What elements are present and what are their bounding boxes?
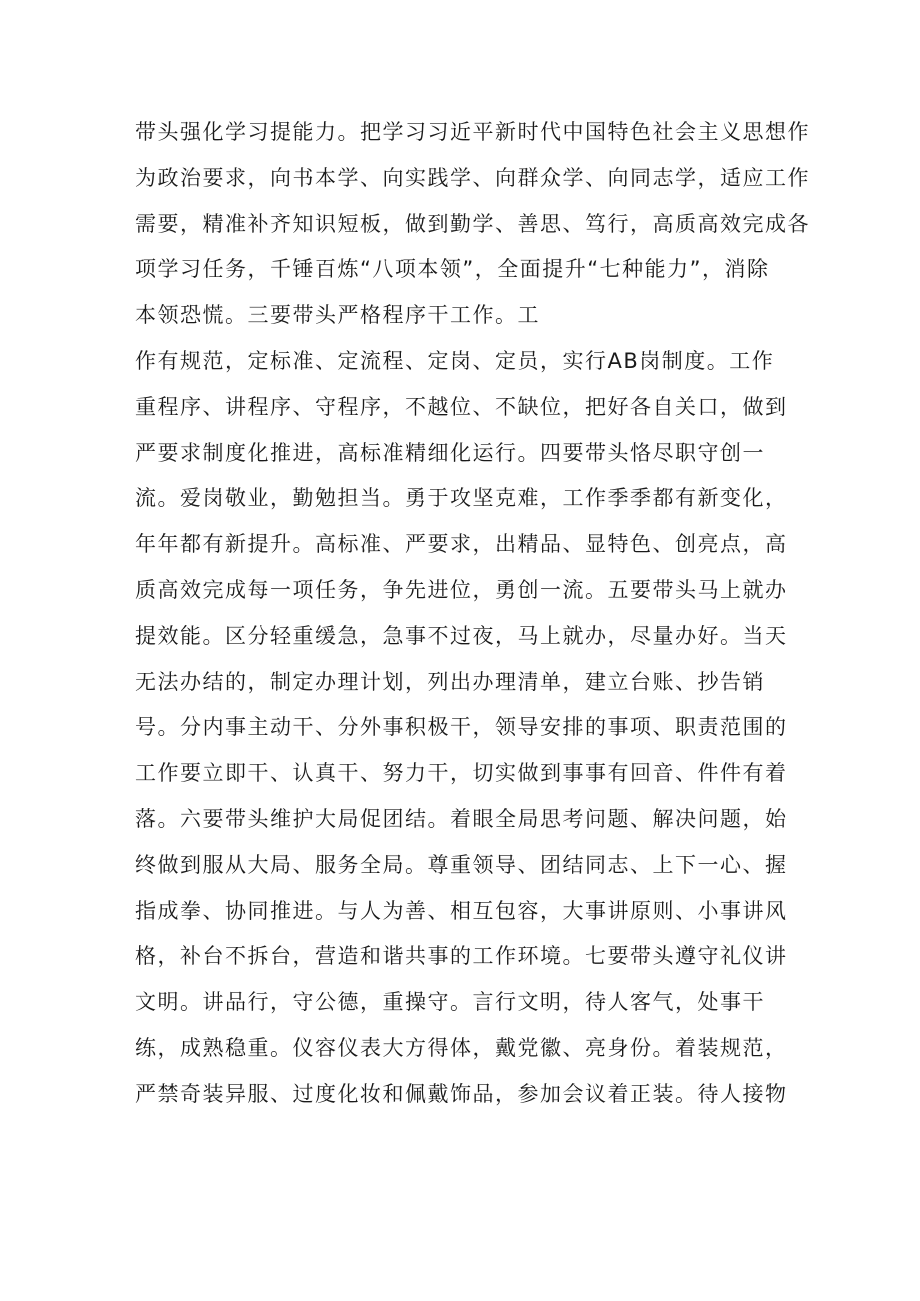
text-line: 严要求制度化推进，高标准精细化运行。四要带头恪尽职守创一 [135,440,765,465]
text-line: 无法办结的，制定办理计划，列出办理清单，建立台账、抄告销 [135,669,765,694]
body-text [135,110,810,1118]
text-line: 文明。讲品行，守公德，重操守。言行文明，待人客气，处事干 [135,990,765,1015]
text-line: 需要，精准补齐知识短板，做到勤学、善思、笃行，高质高效完成各 [135,211,810,236]
text-line: 为政治要求，向书本学、向实践学、向群众学、向同志学，适应工作 [135,165,810,190]
text-line: 提效能。区分轻重缓急，急事不过夜，马上就办，尽量办好。当天 [135,623,788,648]
text-line: 年年都有新提升。高标准、严要求，出精品、显特色、创亮点，高 [135,532,788,557]
text-line: 严禁奇装异服、过度化妆和佩戴饰品，参加会议着正装。待人接物 [135,1081,788,1106]
text-line: 指成拳、协同推进。与人为善、相互包容，大事讲原则、小事讲风 [135,898,788,923]
text-line: 带头强化学习提能力。把学习习近平新时代中国特色社会主义思想作 [135,120,810,144]
text-line: 格，补台不拆台，营造和谐共事的工作环境。七要带头遵守礼仪讲 [135,944,788,969]
text-line: 工作要立即干、认真干、努力干，切实做到事事有回音、件件有着 [135,761,788,786]
text-line: 质高效完成每一项任务，争先进位，勇创一流。五要带头马上就办 [135,577,788,602]
text-line: 重程序、讲程序、守程序，不越位、不缺位，把好各自关口，做到 [135,394,788,419]
text-line: 练，成熟稳重。仪容仪表大方得体，戴党徽、亮身份。着装规范， [135,1035,788,1060]
text-line: 项学习任务，千锤百炼“八项本领”，全面提升“七种能力”，消除 [135,257,770,282]
text-line: 落。六要带头维护大局促团结。着眼全局思考问题、解决问题，始 [135,806,788,831]
text-line: 流。爱岗敬业，勤勉担当。勇于攻坚克难，工作季季都有新变化， [135,486,788,511]
text-line: 本领恐慌。三要带头严格程序干工作。工 [135,303,540,328]
text-line: 终做到服从大局、服务全局。尊重领导、团结同志、上下一心、握 [135,852,788,877]
text-line: 作有规范，定标准、定流程、定岗、定员，实行AB岗制度。工作 [135,348,775,373]
text-line: 号。分内事主动干、分外事积极干，领导安排的事项、职责范围的 [135,715,788,740]
